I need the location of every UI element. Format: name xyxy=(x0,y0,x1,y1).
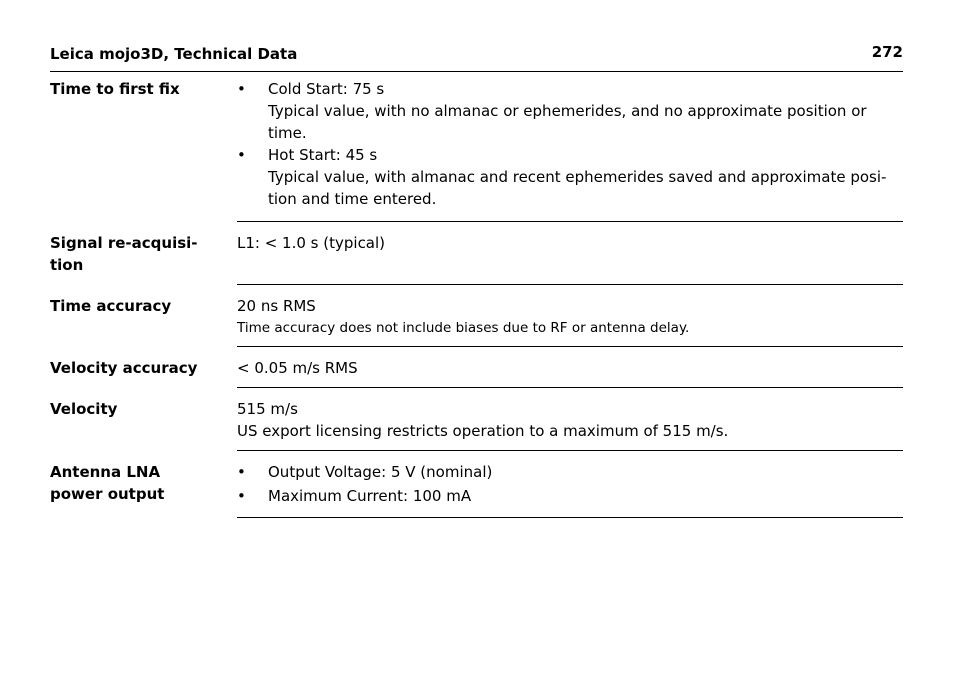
time-accuracy-label: Time accuracy xyxy=(50,297,172,315)
reacquisition-label-line-2: tion xyxy=(50,256,84,274)
time-accuracy-value: 20 ns RMS xyxy=(237,297,316,315)
hot-start-note-line-2: tion and time entered. xyxy=(268,190,437,208)
output-voltage-value: Output Voltage: 5 V (nominal) xyxy=(268,463,493,481)
cold-start-value: Cold Start: 75 s xyxy=(268,80,385,98)
reacquisition-label-line-1: Signal re-acquisi- xyxy=(50,234,198,252)
velocity-note: US export licensing restricts operation to a maximum of 515 m/s. xyxy=(237,422,729,440)
reacquisition-value: L1: < 1.0 s (typical) xyxy=(237,234,386,252)
velocity-content xyxy=(237,398,903,442)
time-accuracy-note: Time accuracy does not include biases due to RF or antenna delay. xyxy=(237,320,690,336)
antenna-label-line-2: power output xyxy=(50,485,165,503)
page-number: 272 xyxy=(871,43,903,61)
cold-start-note-line-1: Typical value, with no almanac or ephemerides, and no approximate position or xyxy=(268,102,867,120)
velocity-value: 515 m/s xyxy=(237,400,298,418)
bullet-icon: • xyxy=(237,146,246,164)
document-title: Leica mojo3D, Technical Data xyxy=(50,45,298,63)
row-divider xyxy=(237,517,903,518)
row-divider xyxy=(237,450,903,451)
velocity-accuracy-label: Velocity accuracy xyxy=(50,359,198,377)
hot-start-item xyxy=(237,144,903,210)
maximum-current-item xyxy=(237,485,903,507)
output-voltage-item xyxy=(237,461,903,483)
cold-start-note-line-2: time. xyxy=(268,124,307,142)
page-header xyxy=(50,45,903,72)
row-divider xyxy=(237,346,903,347)
row-divider xyxy=(237,284,903,285)
ttff-label: Time to first fix xyxy=(50,80,180,98)
time-accuracy-content xyxy=(237,295,903,339)
hot-start-value: Hot Start: 45 s xyxy=(268,146,378,164)
maximum-current-value: Maximum Current: 100 mA xyxy=(268,487,472,505)
cold-start-item xyxy=(237,78,903,144)
antenna-content xyxy=(237,461,903,507)
bullet-icon: • xyxy=(237,487,246,505)
row-divider xyxy=(237,387,903,388)
antenna-label xyxy=(50,461,220,505)
bullet-icon: • xyxy=(237,463,246,481)
row-divider xyxy=(237,221,903,222)
velocity-accuracy-value: < 0.05 m/s RMS xyxy=(237,359,358,377)
bullet-icon: • xyxy=(237,80,246,98)
velocity-label: Velocity xyxy=(50,400,118,418)
hot-start-note-line-1: Typical value, with almanac and recent ephemerides saved and approximate posi- xyxy=(268,168,887,186)
reacquisition-label xyxy=(50,232,220,276)
antenna-label-line-1: Antenna LNA xyxy=(50,463,161,481)
ttff-content xyxy=(237,78,903,210)
